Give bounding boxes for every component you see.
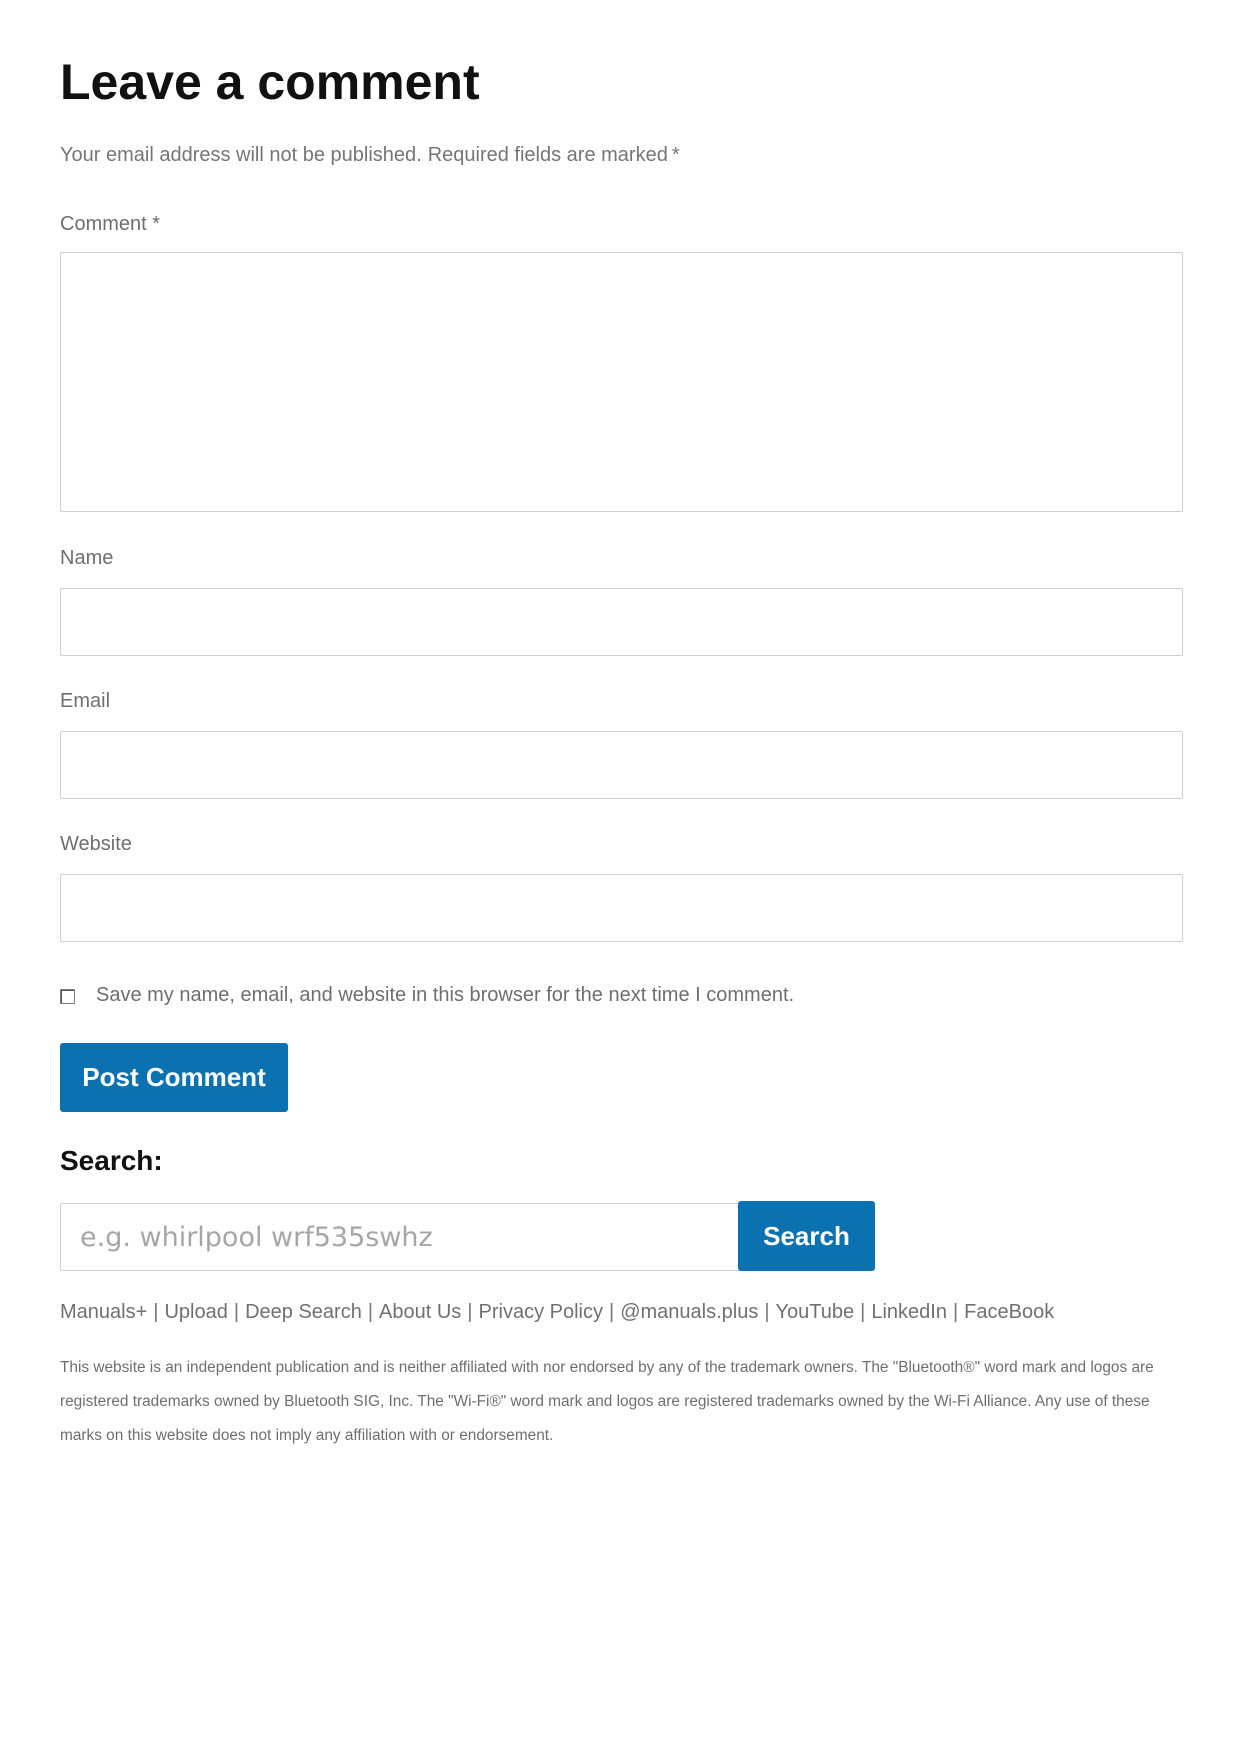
trademark-disclaimer: This website is an independent publication and is neither affiliated with nor endorsed by any of the trademark owners. The "Bluetooth®" word mark and logos are registered trademarks owned by Bluetooth SIG, Inc. The "Wi-Fi®" word mark and logos are registered trademarks owned by the Wi-Fi Alliance. Any use of these marks on this website does not imply any affiliation with or endorsement. xyxy=(60,1359,1154,1444)
website-label: Website xyxy=(60,833,132,855)
comment-label-text: Comment xyxy=(60,213,147,235)
footer-separator: | xyxy=(467,1301,473,1323)
footer-separator: | xyxy=(764,1301,770,1323)
footer-link-facebook[interactable]: FaceBook xyxy=(964,1301,1055,1323)
footer-separator: | xyxy=(860,1301,866,1323)
footer-link-privacy-policy[interactable]: Privacy Policy xyxy=(478,1301,603,1323)
footer-link-youtube[interactable]: YouTube xyxy=(775,1301,855,1323)
save-info-checkbox[interactable] xyxy=(60,989,75,1004)
search-heading: Search: xyxy=(60,1145,163,1176)
footer-separator: | xyxy=(367,1301,374,1323)
footer-link-deep-search[interactable]: Deep Search xyxy=(245,1301,362,1323)
footer-link-upload[interactable]: Upload xyxy=(164,1301,228,1323)
search-input[interactable]: e.g. whirlpool wrf535swhz xyxy=(60,1203,751,1271)
footer-link-manuals-plus-handle[interactable]: @manuals.plus xyxy=(620,1301,759,1323)
save-info-row xyxy=(60,980,794,1010)
footer-separator: | xyxy=(153,1301,159,1323)
footer-separator: | xyxy=(233,1301,240,1323)
footer-links xyxy=(60,1300,1054,1324)
email-label: Email xyxy=(60,690,111,712)
name-label: Name xyxy=(60,547,114,569)
form-notes xyxy=(60,143,680,167)
footer-separator: | xyxy=(952,1301,959,1323)
post-comment-button[interactable]: Post Comment xyxy=(60,1043,288,1112)
save-info-label[interactable]: Save my name, email, and website in this browser for the next time I comment. xyxy=(96,984,795,1006)
website-input[interactable] xyxy=(60,874,1183,942)
comment-textarea[interactable] xyxy=(60,252,1183,512)
name-input[interactable] xyxy=(60,588,1183,656)
email-input[interactable] xyxy=(60,731,1183,799)
search-button[interactable]: Search xyxy=(738,1201,875,1271)
footer-link-linkedin[interactable]: LinkedIn xyxy=(871,1301,947,1323)
email-notice: Your email address will not be published. xyxy=(60,144,422,166)
footer-separator: | xyxy=(608,1301,615,1323)
comment-label xyxy=(60,212,160,236)
footer-link-manuals-plus[interactable]: Manuals+ xyxy=(60,1301,148,1323)
comment-required-marker: * xyxy=(152,213,161,235)
required-notice: Required fields are marked xyxy=(427,144,668,166)
comment-form-title: Leave a comment xyxy=(60,54,480,110)
footer-link-about-us[interactable]: About Us xyxy=(379,1301,462,1323)
required-marker: * xyxy=(671,144,680,166)
